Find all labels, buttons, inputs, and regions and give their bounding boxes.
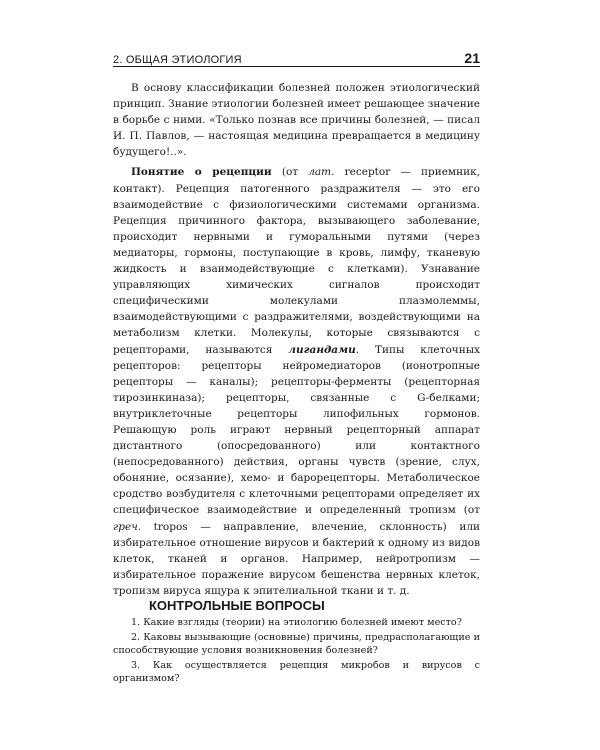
review-questions-list [113,616,480,687]
text-segment: receptor — приемник, контакт). Рецепция патогенного раздражителя — это его взаимодействие с физиологическими системами организма. Рецепция причинного фактора, вызывающего заболевание, происходит нервными и гуморальными путями (через медиаторы, гормоны, поступающие в кровь, лимфу, тканевую жидкость и взаимодействующие с клетками). Узнавание управляющих химических сигналов происходит специфическими молекулами плазмолеммы, взаимодействующими с раздражителями, воздействующими на метаболизм клетки. Молекулы, которые связываются с рецепторами, называются [113,166,480,356]
latin-abbreviation: лат. [308,166,335,179]
text-segment: . Типы клеточных рецепторов: рецепторы нейромедиаторов (ионотропные рецепторы — каналы); рецепторы-ферменты (рецепторная тирозинкиназа); рецепторы, связанные с G-белками; внутриклеточные рецепторы липофильных гормонов. Решающую роль играют нервный рецепторный аппарат дистантного (опосредованного) или контактного (непосредованного) действия, органы чувств (зрение, слух, обоняние, осязание), хемо- и барорецепторы. Метаболическое сродство возбудителя с клеточными рецепторами определяет их специфическое взаимодействие и определенный тропизм (от [113,343,480,517]
question-item: 2. Каковы вызывающие (основные) причины, предрасполагающие и способствующие условия возникновения болезней? [113,631,480,657]
header-divider [113,66,480,67]
text-segment: tropos — направление, влечение, склонность) или избирательное отношение вирусов и бактерий к одному из видов клеток, тканей и органов. Например, нейротропизм — избирательное поражение вирусом бешенства нервных клеток, тропизм вируса ящура к эпителиальной ткани и т. д. [113,520,480,597]
question-item: 3. Как осуществляется рецепция микробов и вирусов с организмом? [113,659,480,685]
paragraph-etiology-principle: В основу классификации болезней положен этиологический принцип. Знание этиологии болезней имеет решающее значение в борьбе с ними. «Только познав все причины болезней, — писал И. П. Павлов, — настоящая медицина превращается в медицину будущего!..». [113,82,480,159]
main-text [113,80,480,599]
term-ligands: лигандами [288,343,356,356]
running-head [113,50,480,66]
greek-abbreviation: греч. [113,520,142,533]
term-reception: Понятие о рецепции [131,166,272,179]
page-number: 21 [464,50,480,66]
paragraph-reception [113,164,480,599]
text-segment: (от [271,166,309,179]
chapter-title: 2. ОБЩАЯ ЭТИОЛОГИЯ [113,54,242,66]
question-item: 1. Какие взгляды (теории) на этиологию болезней имеют место? [131,617,462,628]
section-heading-review-questions: КОНТРОЛЬНЫЕ ВОПРОСЫ [149,598,325,613]
